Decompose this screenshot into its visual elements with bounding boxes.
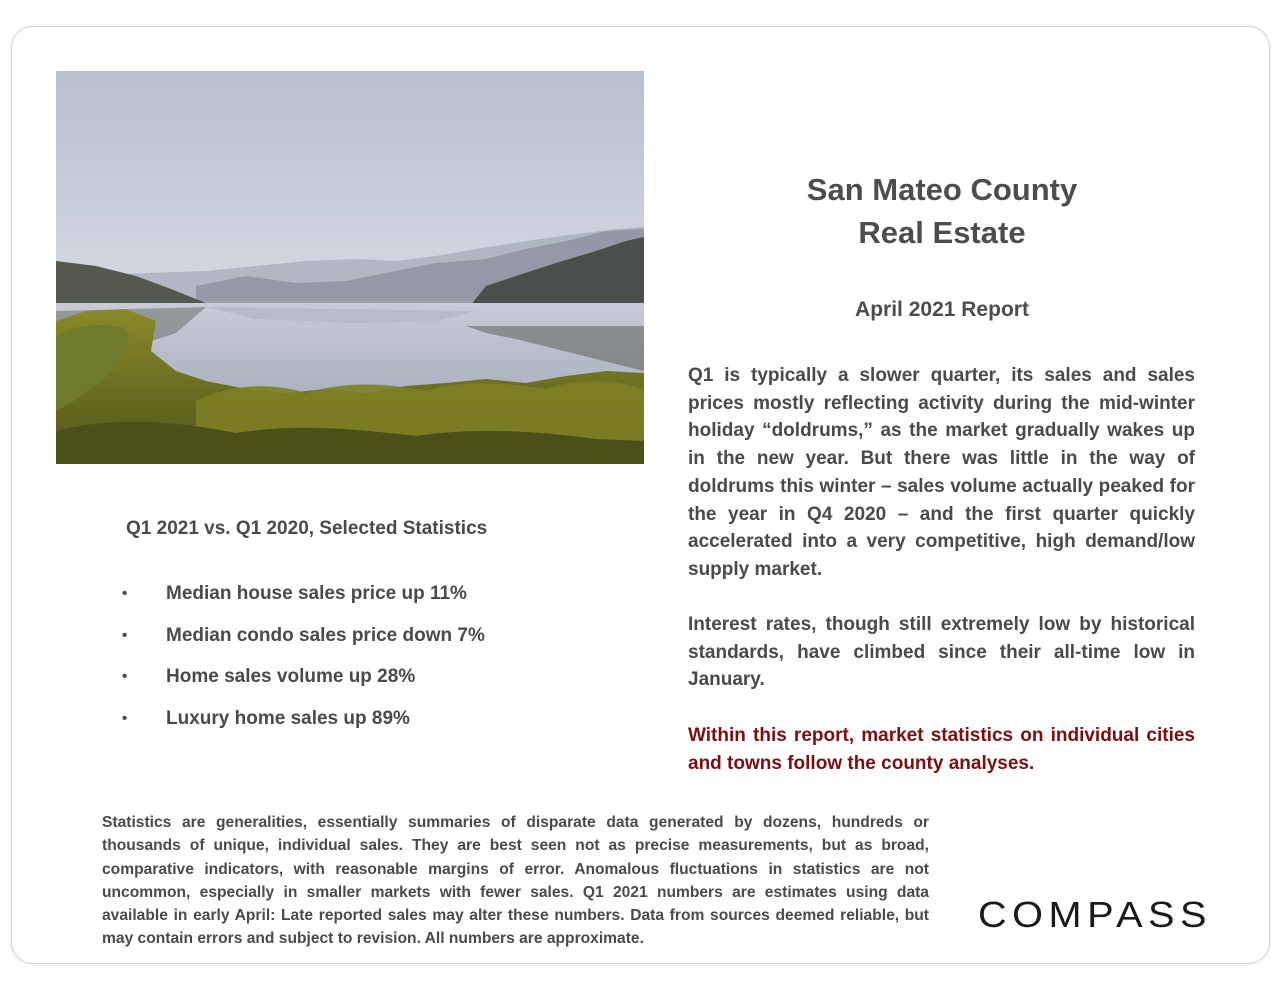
stat-text: Median condo sales price down 7%: [166, 624, 485, 646]
stat-text: Luxury home sales up 89%: [166, 707, 410, 729]
stat-text: Median house sales price up 11%: [166, 583, 467, 604]
disclaimer-text: Statistics are generalities, essentially summaries of disparate data generated by dozens, hundreds or thousands of unique, individual sales. They are best seen not as precise measurements, but as broad, comparative indicators, with reasonable margins of error. Anomalous fluctuations in statistics are not uncommon, especially in smaller markets with fewer sales. Q1 2021 numbers are estimates using data available in early April: Late reported sales may alter these numbers. Data from sources deemed reliable, but may contain errors and subject to revision. All numbers are approximate.: [102, 814, 929, 948]
bullet-icon: •: [122, 585, 128, 602]
report-subtitle: April 2021 Report: [855, 298, 1029, 321]
report-note-paragraph: Within this report, market statistics on individual cities and towns follow the county analyses.: [688, 725, 1195, 774]
bullet-icon: •: [122, 709, 128, 727]
bullet-icon: •: [122, 668, 128, 685]
bullet-icon: •: [122, 626, 128, 644]
report-title-line1: San Mateo County: [806, 172, 1078, 207]
intro-paragraph: Q1 is typically a slower quarter, its sales and sales prices mostly reflecting activity during the mid-winter holiday “doldrums,” as the market gradually wakes up in the new year. But there was little in the way of doldrums this winter – sales volume actually peaked for the year in Q4 2020 – and the first quarter quickly accelerated into a very competitive, high demand/low supply market.: [688, 365, 1195, 580]
compass-logo: [978, 893, 1214, 935]
stat-text: Home sales volume up 28%: [166, 666, 416, 687]
report-title-line2: Real Estate: [858, 215, 1026, 250]
lake-landscape-photo: [56, 71, 644, 464]
report-title: [690, 168, 1194, 254]
compass-logo-text: COMPASS: [978, 894, 1212, 935]
interest-rates-paragraph: Interest rates, though still extremely low by historical standards, have climbed since their all-time low in January.: [688, 614, 1195, 691]
stats-heading: Q1 2021 vs. Q1 2020, Selected Statistics: [126, 518, 488, 539]
